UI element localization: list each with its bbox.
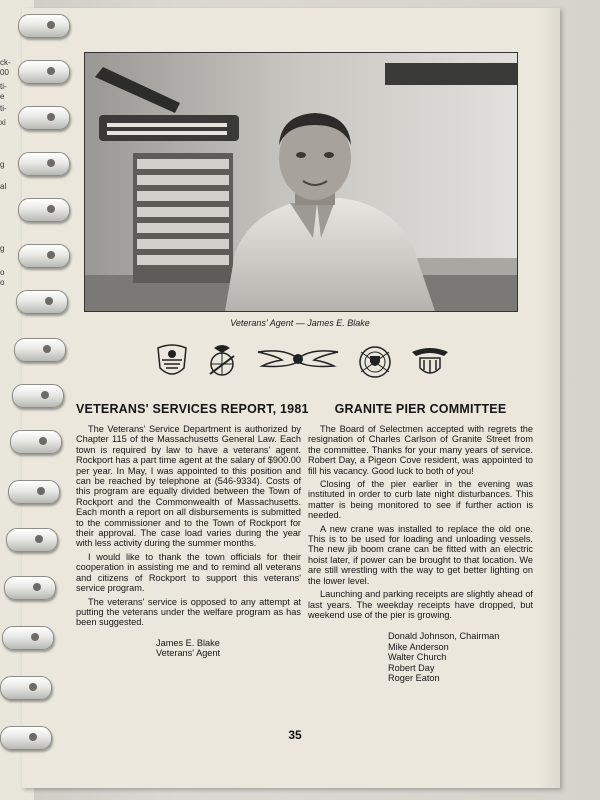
left-page-fragment: e bbox=[0, 92, 5, 101]
navy-emblem-icon bbox=[408, 342, 452, 382]
granite-pier-committee-report bbox=[308, 402, 533, 683]
left-page-fragment: ti- bbox=[0, 104, 7, 113]
binding-ring bbox=[0, 676, 52, 700]
coast-guard-emblem-icon bbox=[356, 342, 394, 382]
veterans-services-report bbox=[76, 402, 309, 659]
left-page-fragment: 00 bbox=[0, 68, 9, 77]
signature-title: Veterans' Agent bbox=[156, 648, 221, 659]
binding-ring bbox=[4, 576, 56, 600]
left-page-fragment: ck- bbox=[0, 58, 11, 67]
committee-member: Mike Anderson bbox=[388, 641, 449, 652]
army-emblem-icon bbox=[154, 342, 190, 382]
binding-ring bbox=[18, 244, 70, 268]
binding-ring bbox=[8, 480, 60, 504]
veterans-report-paragraph: The Veterans' Service Department is authorized by Chapter 115 of the Massachusetts General Law. Each town is required by law to have a veterans' agent. Rockport has a part time agent at the salary of $900.00 per year. In May, I was appointed to this position and can be reached by telephone at (546-9334). Costs of this program are equally divided between the Town of Rockport and the Commonwealth of Massachusetts. Each month a report on all disbursements is submitted to the commissioner and to the Town of Rockport for their approval. The case load varies during the year with less activity during the summer months. bbox=[76, 424, 301, 549]
veterans-report-paragraph: I would like to thank the town officials for their cooperation in assisting me and to remind all veterans and citizens of Rockport to support this veterans' service program. bbox=[76, 551, 301, 594]
veterans-report-title: VETERANS' SERVICES REPORT, 1981 bbox=[76, 402, 309, 416]
binding-ring bbox=[18, 60, 70, 84]
committee-member: Walter Church bbox=[388, 652, 447, 663]
committee-member: Roger Eaton bbox=[388, 672, 440, 683]
binding-ring bbox=[18, 198, 70, 222]
binding-ring bbox=[18, 106, 70, 130]
granite-pier-title: GRANITE PIER COMMITTEE bbox=[334, 402, 507, 416]
left-page-fragment: ti- bbox=[0, 82, 7, 91]
binding-ring bbox=[12, 384, 64, 408]
veterans-report-paragraph: The veterans' service is opposed to any attempt at putting the veterans under the welfare program as has been suggested. bbox=[76, 596, 301, 628]
granite-pier-paragraph: Launching and parking receipts are slightly ahead of last years. The weekday receipts have dropped, but weekend use of the pier is growing. bbox=[308, 589, 533, 620]
signature-name: James E. Blake bbox=[156, 637, 220, 648]
committee-signatures bbox=[308, 631, 533, 683]
binding-ring bbox=[18, 152, 70, 176]
binding-ring bbox=[6, 528, 58, 552]
binding-ring bbox=[16, 290, 68, 314]
photo-caption: Veterans' Agent — James E. Blake bbox=[230, 318, 370, 328]
binding-ring bbox=[2, 626, 54, 650]
committee-member: Donald Johnson, Chairman bbox=[388, 631, 500, 642]
military-emblems-row bbox=[150, 342, 460, 386]
left-page-fragment: xi bbox=[0, 118, 6, 127]
granite-pier-paragraph: A new crane was installed to replace the old one. This is to be used for loading and unloading vessels. The new jib boom crane can be fitted with an electric hoist later, if power can be brought to that location. We are still wrestling with the way to get better lighting on the lower level. bbox=[308, 523, 533, 586]
binding-ring bbox=[18, 14, 70, 38]
air-force-wings-icon bbox=[256, 342, 340, 376]
page-edge-shadow bbox=[540, 8, 560, 788]
left-page-fragment: o bbox=[0, 278, 5, 287]
left-page-fragment: o bbox=[0, 268, 5, 277]
granite-pier-paragraph: The Board of Selectmen accepted with regrets the resignation of Charles Carlson of Granite Street from the committee. Thanks for your many years of service. Robert Day, a Pigeon Cove resident, was appointed to fill his vacancy. Good luck to both of you! bbox=[308, 424, 533, 476]
binding-ring bbox=[0, 726, 52, 750]
photo-illustration bbox=[85, 53, 517, 311]
left-page-fragment: g bbox=[0, 160, 5, 169]
page-number: 35 bbox=[288, 728, 302, 742]
committee-member: Robert Day bbox=[388, 662, 435, 673]
left-page-fragment: al bbox=[0, 182, 7, 191]
left-page-fragment: g bbox=[0, 244, 5, 253]
veterans-report-signature bbox=[76, 638, 301, 659]
binding-ring bbox=[14, 338, 66, 362]
veterans-agent-photo bbox=[84, 52, 518, 312]
spiral-binding bbox=[0, 0, 90, 800]
granite-pier-paragraph: Closing of the pier earlier in the evening was instituted in order to curb late night disturbances. This matter is being monitored to see if further action is needed. bbox=[308, 479, 533, 521]
marine-corps-emblem-icon bbox=[204, 342, 240, 382]
binding-ring bbox=[10, 430, 62, 454]
